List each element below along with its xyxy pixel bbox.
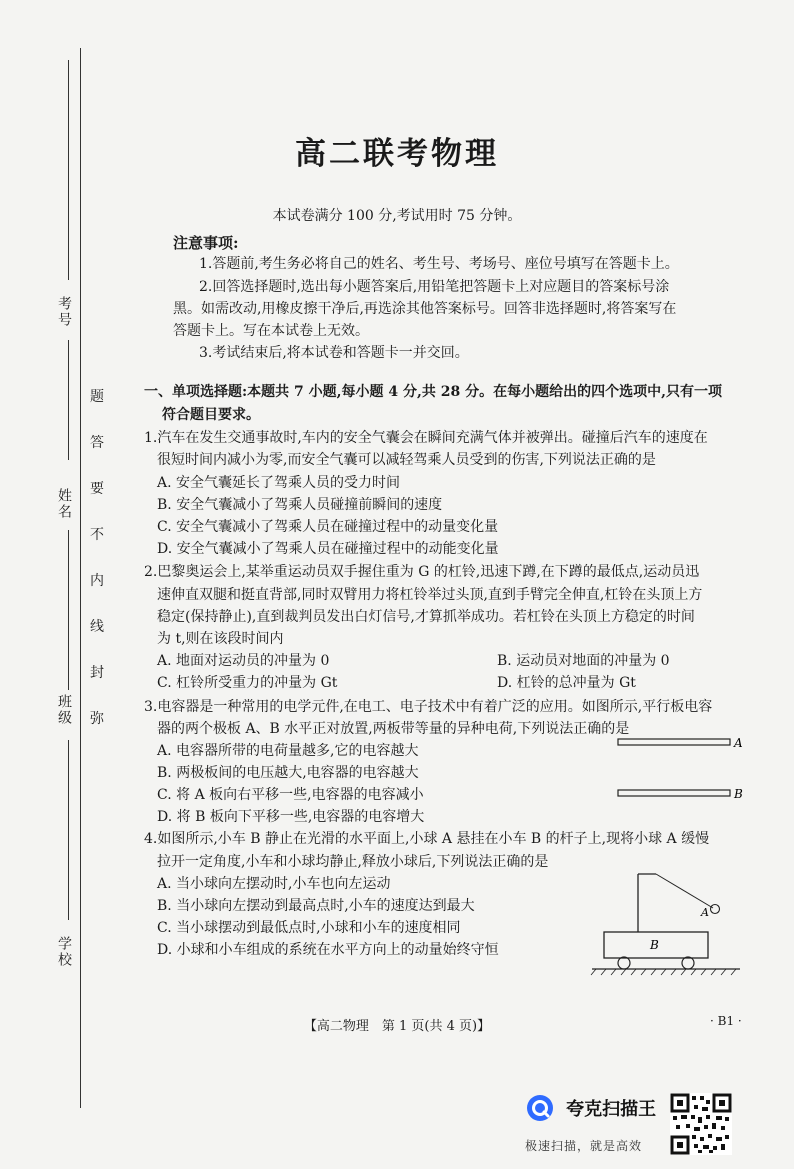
q3-option-d: D. 将 B 板向下平移一些,电容器的电容增大 xyxy=(157,809,425,825)
seal-char-4: 不 xyxy=(90,527,104,543)
q3-option-a: A. 电容器所带的电荷量越多,它的电容越大 xyxy=(157,743,419,759)
q1-option-d: D. 安全气囊减小了驾乘人员在碰撞过程中的动能变化量 xyxy=(157,541,499,557)
scanner-watermark xyxy=(525,1093,656,1123)
capacitor-figure xyxy=(610,730,750,810)
wheel-left xyxy=(618,957,630,969)
seal-char-1: 题 xyxy=(90,389,104,405)
section-heading-line-2: 符合题目要求。 xyxy=(162,407,260,423)
q1-option-a: A. 安全气囊延长了驾乘人员的受力时间 xyxy=(157,475,401,491)
q4-stem-line-1: 4.如图所示,小车 B 静止在光滑的水平面上,小球 A 悬挂在小车 B 的杆子上,现将小球 A 缓慢 xyxy=(144,831,710,847)
notice-item-1: 1.答题前,考生务必将自己的姓名、考生号、考场号、座位号填写在答题卡上。 xyxy=(199,256,679,272)
q2-stem-line-4: 为 t,则在该段时间内 xyxy=(157,631,284,647)
q1-stem-line-2: 很短时间内减小为零,而安全气囊可以减轻驾乘人员受到的伤害,下列说法正确的是 xyxy=(157,452,656,468)
ground-hatch xyxy=(591,969,736,975)
q2-option-d: D. 杠铃的总冲量为 Gt xyxy=(497,675,636,691)
cart-label: B xyxy=(650,938,659,952)
notice-item-2-line-2: 黑。如需改动,用橡皮擦干净后,再选涂其他答案标号。回答非选择题时,将答案写在 xyxy=(173,301,677,317)
seal-char-3: 要 xyxy=(90,481,104,497)
q1-option-c: C. 安全气囊减小了驾乘人员在碰撞过程中的动量变化量 xyxy=(157,519,499,535)
notice-item-2-line-3: 答题卡上。写在本试卷上无效。 xyxy=(173,323,369,339)
notice-heading: 注意事项: xyxy=(173,234,239,252)
kaohao-label: 考号 xyxy=(56,296,72,328)
ball xyxy=(711,905,720,914)
quark-logo-icon xyxy=(525,1093,555,1123)
plate-b-label: B xyxy=(734,787,743,801)
q3-option-b: B. 两极板间的电压越大,电容器的电容越大 xyxy=(157,765,419,781)
q4-option-a: A. 当小球向左摆动时,小车也向左运动 xyxy=(157,876,391,892)
q3-stem-line-1: 3.电容器是一种常用的电学元件,在电工、电子技术中有着广泛的应用。如图所示,平行板电容 xyxy=(144,699,713,715)
section-heading-line-1: 一、单项选择题:本题共 7 小题,每小题 4 分,共 28 分。在每小题给出的四个选项中,只有一项 xyxy=(144,384,722,400)
q3-stem-line-2: 器的两个极板 A、B 水平正对放置,两板带等量的异种电荷,下列说法正确的是 xyxy=(157,721,630,737)
q2-stem-line-1: 2.巴黎奥运会上,某举重运动员双手握住重为 G 的杠铃,迅速下蹲,在下蹲的最低点,运动员迅 xyxy=(144,564,700,580)
q2-option-b: B. 运动员对地面的冲量为 0 xyxy=(497,653,670,669)
q4-stem-line-2: 拉开一定角度,小车和小球均静止,释放小球后,下列说法正确的是 xyxy=(157,854,549,870)
q2-option-a: A. 地面对运动员的冲量为 0 xyxy=(157,653,330,669)
plate-a xyxy=(618,739,730,745)
q4-option-b: B. 当小球向左摆动到最高点时,小车的速度达到最大 xyxy=(157,898,475,914)
xingming-label: 姓名 xyxy=(56,488,72,520)
seal-char-2: 答 xyxy=(90,435,104,451)
scanner-app-name: 夸克扫描王 xyxy=(566,1099,657,1120)
q2-stem-line-3: 稳定(保持静止),直到裁判员发出白灯信号,才算抓举成功。若杠铃在头顶上方稳定的时间 xyxy=(157,609,695,625)
banji-underline xyxy=(68,740,69,920)
exam-title: 高二联考物理 xyxy=(295,136,499,172)
cart-pendulum-figure xyxy=(588,866,744,976)
banji-label: 班级 xyxy=(56,694,72,726)
q1-stem-line-1: 1.汽车在发生交通事故时,车内的安全气囊会在瞬间充满气体并被弹出。碰撞后汽车的速度在 xyxy=(144,430,708,446)
q1-option-b: B. 安全气囊减小了驾乘人员碰撞前瞬间的速度 xyxy=(157,497,443,513)
seal-char-6: 线 xyxy=(90,619,104,635)
paper-code: · B1 · xyxy=(710,1014,742,1028)
seal-char-8: 弥 xyxy=(90,711,104,727)
q2-option-c: C. 杠铃所受重力的冲量为 Gt xyxy=(157,675,338,691)
plate-b xyxy=(618,790,730,796)
q4-option-c: C. 当小球摆动到最低点时,小球和小车的速度相同 xyxy=(157,920,461,936)
q3-option-c: C. 将 A 板向右平移一些,电容器的电容减小 xyxy=(157,787,424,803)
ball-label: A xyxy=(701,906,709,919)
q4-option-d: D. 小球和小车组成的系统在水平方向上的动量始终守恒 xyxy=(157,942,499,958)
page-footer: 【高二物理 第 1 页(共 4 页)】 xyxy=(303,1019,491,1034)
notice-item-2-line-1: 2.回答选择题时,选出每小题答案后,用铅笔把答题卡上对应题目的答案标号涂 xyxy=(199,279,670,295)
notice-item-3: 3.考试结束后,将本试卷和答题卡一并交回。 xyxy=(199,345,469,361)
plate-a-label: A xyxy=(734,736,743,750)
seal-char-7: 封 xyxy=(90,665,104,681)
kaohao-underline-lower xyxy=(68,340,69,460)
pendulum-string xyxy=(656,874,713,908)
scanner-slogan: 极速扫描，就是高效 xyxy=(525,1139,643,1153)
xingming-underline xyxy=(68,530,69,690)
exam-subtitle: 本试卷满分 100 分,考试用时 75 分钟。 xyxy=(272,208,522,224)
seal-char-5: 内 xyxy=(90,573,104,589)
qr-code-icon xyxy=(670,1093,732,1155)
q2-stem-line-2: 速伸直双腿和挺直背部,同时双臂用力将杠铃举过头顶,直到手臂完全伸直,杠铃在头顶上方 xyxy=(157,587,703,603)
xuexiao-label: 学校 xyxy=(56,936,72,968)
wheel-right xyxy=(682,957,694,969)
